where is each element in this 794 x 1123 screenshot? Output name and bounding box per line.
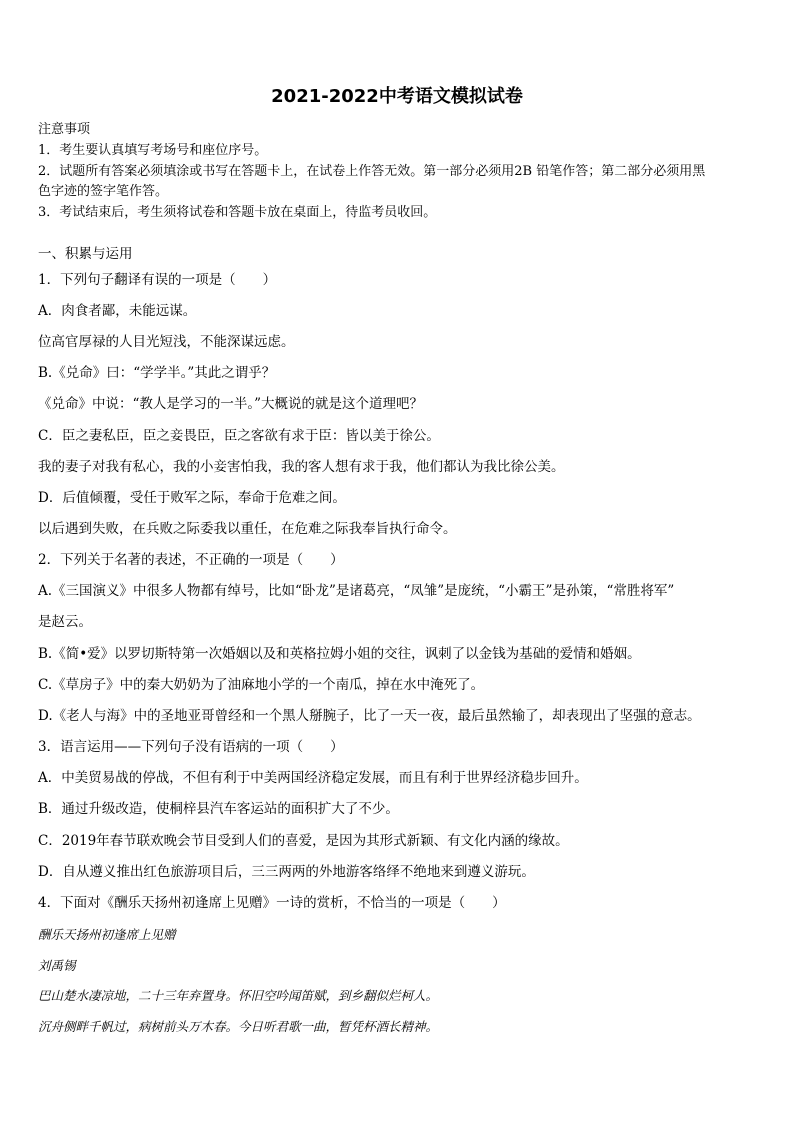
question-line: A．肉食者鄙，未能远谋。 [38,303,197,319]
question-line: 位高官厚禄的人目光短浅，不能深谋远虑。 [38,334,295,350]
question-line: 我的妻子对我有私心，我的小妾害怕我，我的客人想有求于我，他们都认为我比徐公美。 [38,459,565,475]
question-line: A.《三国演义》中很多人物都有绰号，比如“卧龙”是诸葛亮，“凤雏”是庞统，“小霸王”是孙策，“常胜将军” [38,583,675,599]
question-line: C.《草房子》中的秦大奶奶为了油麻地小学的一个南瓜，掉在水中淹死了。 [38,677,485,693]
poem-line: 巴山楚水凄凉地，二十三年弃置身。怀旧空吟闻笛赋，到乡翻似烂柯人。 [38,988,439,1003]
notice-item: 色字迹的签字笔作答。 [38,184,169,199]
section-heading: 一、积累与运用 [38,246,133,262]
question-line: D．自从遵义推出红色旅游项目后，三三两两的外地游客络绎不绝地来到遵义游玩。 [38,864,535,880]
poem-author: 刘禹锡 [38,958,76,973]
question-line: B.《简•爱》以罗切斯特第一次婚姻以及和英格拉姆小姐的交往，讽刺了以金钱为基础的爱情和婚姻。 [38,646,641,662]
question-line: 《兑命》中说：“教人是学习的一半。”大概说的就是这个道理吧？ [38,396,424,412]
notice-item: 3．考试结束后，考生须将试卷和答题卡放在桌面上，待监考员收回。 [38,205,437,220]
question-line: A．中美贸易战的停战，不但有利于中美两国经济稳定发展，而且有利于世界经济稳步回升。 [38,770,588,786]
question-line: D.《老人与海》中的圣地亚哥曾经和一个黑人掰腕子，比了一天一夜，最后虽然输了，却表现出了坚强的意志。 [38,708,701,724]
question-line: C．2019年春节联欢晚会节目受到人们的喜爱，是因为其形式新颖、有文化内涵的缘故。 [38,833,569,849]
question-stem: 1．下列句子翻译有误的一项是（ ） [38,272,277,288]
question-line: C．臣之妻私臣，臣之妾畏臣，臣之客欲有求于臣：皆以美于徐公。 [38,428,440,444]
poem-line: 沉舟侧畔千帆过，病树前头万木春。今日听君歌一曲，暂凭杯酒长精神。 [38,1019,439,1034]
question-stem: 4．下面对《酬乐天扬州初逢席上见赠》一诗的赏析，不恰当的一项是（ ） [38,895,506,911]
question-line: 是赵云。 [38,614,92,630]
question-line: 以后遇到失败，在兵败之际委我以重任，在危难之际我奉旨执行命令。 [38,521,457,537]
notice-item: 2．试题所有答案必须填涂或书写在答题卡上，在试卷上作答无效。第一部分必须用2B 铅笔作答；第二部分必须用黑 [38,164,706,179]
question-stem: 3．语言运用——下列句子没有语病的一项（ ） [38,739,344,755]
poem-title: 酬乐天扬州初逢席上见赠 [38,927,176,942]
question-line: B.《兑命》曰：“学学半。”其此之谓乎？ [38,365,276,381]
notice-heading: 注意事项 [38,122,91,137]
question-line: D．后值倾覆，受任于败军之际，奉命于危难之间。 [38,490,346,506]
question-stem: 2．下列关于名著的表述，不正确的一项是（ ） [38,552,344,568]
exam-title: 2021-2022中考语文模拟试卷 [271,86,523,107]
notice-item: 1．考生要认真填写考场号和座位序号。 [38,143,268,158]
question-line: B．通过升级改造，使桐梓县汽车客运站的面积扩大了不少。 [38,801,399,817]
